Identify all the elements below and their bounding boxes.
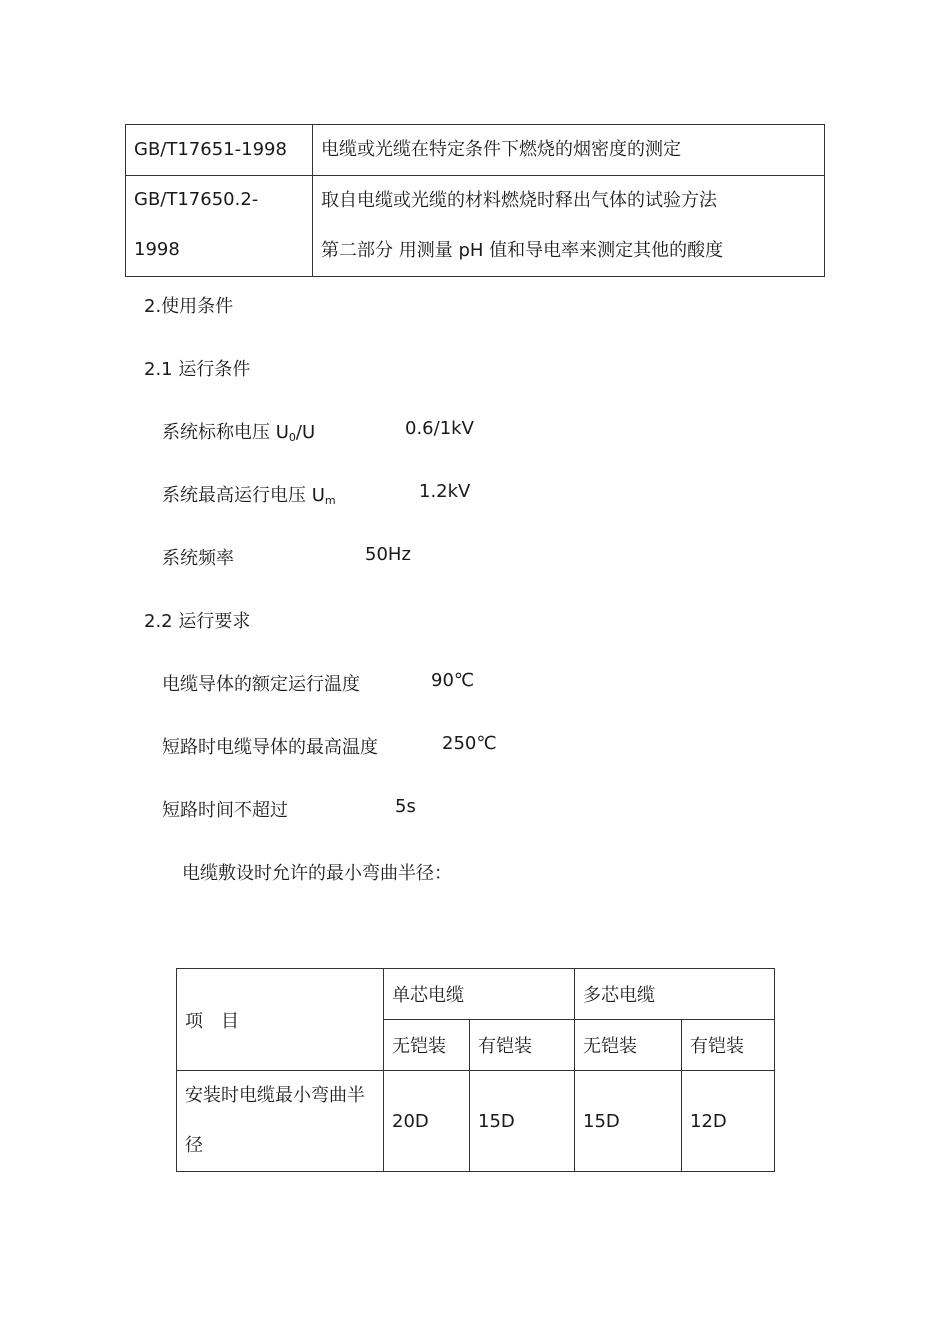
table-row xyxy=(126,176,825,277)
table-cell: 12D xyxy=(682,1071,775,1172)
standard-code xyxy=(126,176,313,277)
unarmored-header: 无铠装 xyxy=(575,1020,682,1071)
standard-code-text: GB/T17650.2-1998 xyxy=(134,189,259,260)
rated-voltage-subscript: 0 xyxy=(288,431,296,444)
standard-description-line: 第二部分 用测量 pH 值和导电率来测定其他的酸度 xyxy=(321,240,724,261)
multi-core-header: 多芯电缆 xyxy=(575,969,775,1020)
frequency-value: 50Hz xyxy=(365,544,411,565)
standard-description-line: 取自电缆或光缆的材料燃烧时释出气体的试验方法 xyxy=(321,190,717,211)
short-time-label: 短路时间不超过 xyxy=(162,800,288,821)
rated-voltage-label-text: 系统标称电压 U xyxy=(162,422,289,443)
unarmored-header: 无铠装 xyxy=(384,1020,470,1071)
rated-voltage-suffix: /U xyxy=(295,422,316,443)
item-header: 项 目 xyxy=(177,969,384,1071)
standard-description: 电缆或光缆在特定条件下燃烧的烟密度的测定 xyxy=(313,125,825,176)
max-voltage-value: 1.2kV xyxy=(419,481,471,502)
bend-radius-table xyxy=(176,968,775,1172)
section-title: 2.使用条件 xyxy=(144,296,234,317)
short-temp-value: 250℃ xyxy=(442,733,497,754)
bend-radius-intro: 电缆敷设时允许的最小弯曲半径： xyxy=(182,863,452,884)
frequency-label: 系统频率 xyxy=(162,548,234,569)
conductor-temp-value: 90℃ xyxy=(431,670,475,691)
table-cell: 15D xyxy=(470,1071,575,1172)
standards-table xyxy=(125,124,825,277)
subsection-title: 2.2 运行要求 xyxy=(144,611,251,632)
short-temp-label: 短路时电缆导体的最高温度 xyxy=(162,737,378,758)
max-voltage-label xyxy=(162,481,336,507)
subsection-title: 2.1 运行条件 xyxy=(144,359,251,380)
table-row xyxy=(177,1071,775,1172)
single-core-header: 单芯电缆 xyxy=(384,969,575,1020)
table-header-row xyxy=(177,969,775,1020)
conductor-temp-label: 电缆导体的额定运行温度 xyxy=(162,674,360,695)
max-voltage-subscript: m xyxy=(324,494,336,507)
rated-voltage-value: 0.6/1kV xyxy=(405,418,474,439)
rated-voltage-label xyxy=(162,418,315,444)
table-cell: 20D xyxy=(384,1071,470,1172)
armored-header: 有铠装 xyxy=(682,1020,775,1071)
table-cell: 15D xyxy=(575,1071,682,1172)
standard-description xyxy=(313,176,825,277)
standard-code: GB/T17651-1998 xyxy=(126,125,313,176)
max-voltage-label-text: 系统最高运行电压 U xyxy=(162,485,325,506)
row-label: 安装时电缆最小弯曲半径 xyxy=(177,1071,384,1172)
armored-header: 有铠装 xyxy=(470,1020,575,1071)
short-time-value: 5s xyxy=(395,796,416,817)
table-row xyxy=(126,125,825,176)
